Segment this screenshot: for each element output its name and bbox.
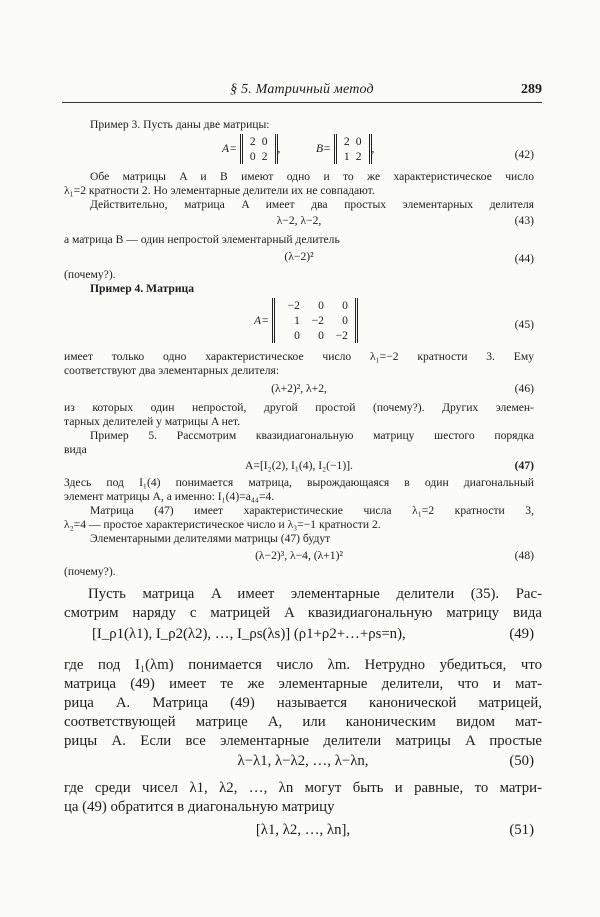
main-text-line: где под I₁(λm) понимается число λm. Нетрудно убедиться, что [64, 657, 542, 673]
text-line: Матрица (47) имеет характеристические числа λ₁=2 кратности 3, [90, 504, 534, 517]
matrix-cell: 2 [261, 150, 268, 163]
text-line: а матрица B — один непростой элементарный делитель [64, 233, 340, 246]
matrix-cell: 0 [318, 329, 324, 342]
text-line: Действительно, матрица A имеет два простых элементарных делителя [90, 198, 534, 211]
formula-50: λ−λ1, λ−λ2, …, λ−λn, [237, 753, 369, 769]
page-number: 289 [521, 82, 542, 97]
text-line: λ₁=2 кратности 2. Но элементарные делители их не совпадают. [64, 184, 375, 197]
text-line: соответствуют два элементарных делителя: [64, 364, 280, 377]
matrix-cell: 1 [294, 314, 300, 327]
equation-number-42: (42) [514, 148, 534, 161]
equation-number-47: (47) [514, 459, 534, 472]
matrix-body [272, 298, 358, 343]
matrix-a-example-4 [254, 298, 358, 343]
matrix-cell: 2 [249, 135, 256, 148]
equation-number-46: (46) [514, 382, 534, 395]
matrix-a-example-3 [222, 134, 280, 164]
text-line: элемент матрицы A, а именно: I₁(4)=a₄₄=4. [64, 490, 275, 503]
matrix-a-comma: , [277, 142, 281, 155]
matrix-body [334, 134, 372, 164]
equation-number-48: (48) [514, 549, 534, 562]
matrix-cell: 0 [249, 150, 256, 163]
formula-51: [λ1, λ2, …, λn], [255, 822, 351, 838]
equation-number-43: (43) [514, 214, 534, 227]
matrix-label: A= [254, 313, 269, 327]
text-line: Здесь под I₁(4) понимается матрица, вырождающаяся в один диагональный [64, 476, 534, 489]
matrix-cell: 0 [318, 299, 324, 312]
main-text-line: соответствующей матрице A, или каноническим видом мат- [64, 714, 542, 730]
matrix-cell: −2 [311, 314, 324, 327]
main-text-line: ца (49) обратится в диагональную матрицу [64, 799, 335, 815]
main-text-line: рица A. Матрица (49) называется канонической матрицей, [64, 695, 542, 711]
matrix-cell: 2 [343, 135, 350, 148]
text-line: (почему?). [64, 268, 116, 281]
matrix-b-comma: , [371, 142, 375, 155]
equation-number-44: (44) [514, 252, 534, 265]
equation-number-49: (49) [509, 626, 534, 642]
formula-49: [I_ρ1(λ1), I_ρ2(λ2), …, I_ρs(λs)] (ρ1+ρ2+…+ρs=n), [92, 626, 406, 642]
main-text-line: матрица (49) имеет те же элементарные делители, что и мат- [64, 676, 542, 692]
matrix-cell: −2 [287, 299, 300, 312]
running-title: § 5. Матричный метод [230, 82, 374, 97]
equation-number-51: (51) [509, 822, 534, 838]
matrix-cell: 1 [343, 150, 350, 163]
formula-47: A=[I₂(2), I₁(4), I₂(−1)]. [245, 459, 353, 472]
equation-number-45: (45) [514, 318, 534, 331]
main-text-line: рицы A. Если все элементарные делители матрицы A простые [64, 733, 542, 749]
matrix-label: B= [316, 142, 331, 155]
equation-number-50: (50) [509, 753, 534, 769]
text-line: Элементарными делителями матрицы (47) будут [90, 532, 331, 545]
formula-44: (λ−2)² [284, 250, 314, 263]
example-3-intro: Пример 3. Пусть даны две матрицы: [90, 118, 270, 131]
matrix-cell: 0 [261, 135, 268, 148]
matrix-body [240, 134, 278, 164]
example-4-intro: Пример 4. Матрица [90, 282, 195, 295]
matrix-cell: 0 [294, 329, 300, 342]
text-line: имеет только одно характеристическое число λ₁=−2 кратности 3. Ему [64, 350, 534, 363]
matrix-label: A= [222, 142, 237, 155]
example-5-intro: Пример 5. Рассмотрим квазидиагональную матрицу шестого порядка [90, 429, 534, 442]
matrix-cell: 2 [355, 150, 362, 163]
matrix-cell: −2 [335, 329, 348, 342]
formula-43: λ−2, λ−2, [276, 214, 322, 227]
text-line: Обе матрицы A и B имеют одно и то же характеристическое число [90, 170, 534, 183]
text-line: (почему?). [64, 565, 116, 578]
main-text-line: Пусть матрица A имеет элементарные делители (35). Рас- [88, 586, 542, 602]
text-line: из которых один непростой, другой простой (почему?). Других элемен- [64, 401, 534, 414]
formula-46: (λ+2)², λ+2, [271, 382, 327, 395]
text-line: вида [64, 443, 87, 456]
text-line: λ₂=4 — простое характеристическое число и λ₃=−1 кратности 2. [64, 518, 381, 531]
text-line: тарных делителей у матрицы A нет. [64, 415, 241, 428]
main-text-line: смотрим наряду с матрицей A квазидиагональную матрицу вида [64, 605, 542, 621]
matrix-b-example-3 [316, 134, 374, 164]
matrix-cell: 0 [342, 314, 348, 327]
matrix-cell: 0 [342, 299, 348, 312]
formula-48: (λ−2)³, λ−4, (λ+1)² [255, 549, 343, 562]
main-text-line: где среди чисел λ1, λ2, …, λn могут быть и равные, то матри- [64, 780, 542, 796]
page-header [62, 80, 542, 103]
matrix-cell: 0 [355, 135, 362, 148]
